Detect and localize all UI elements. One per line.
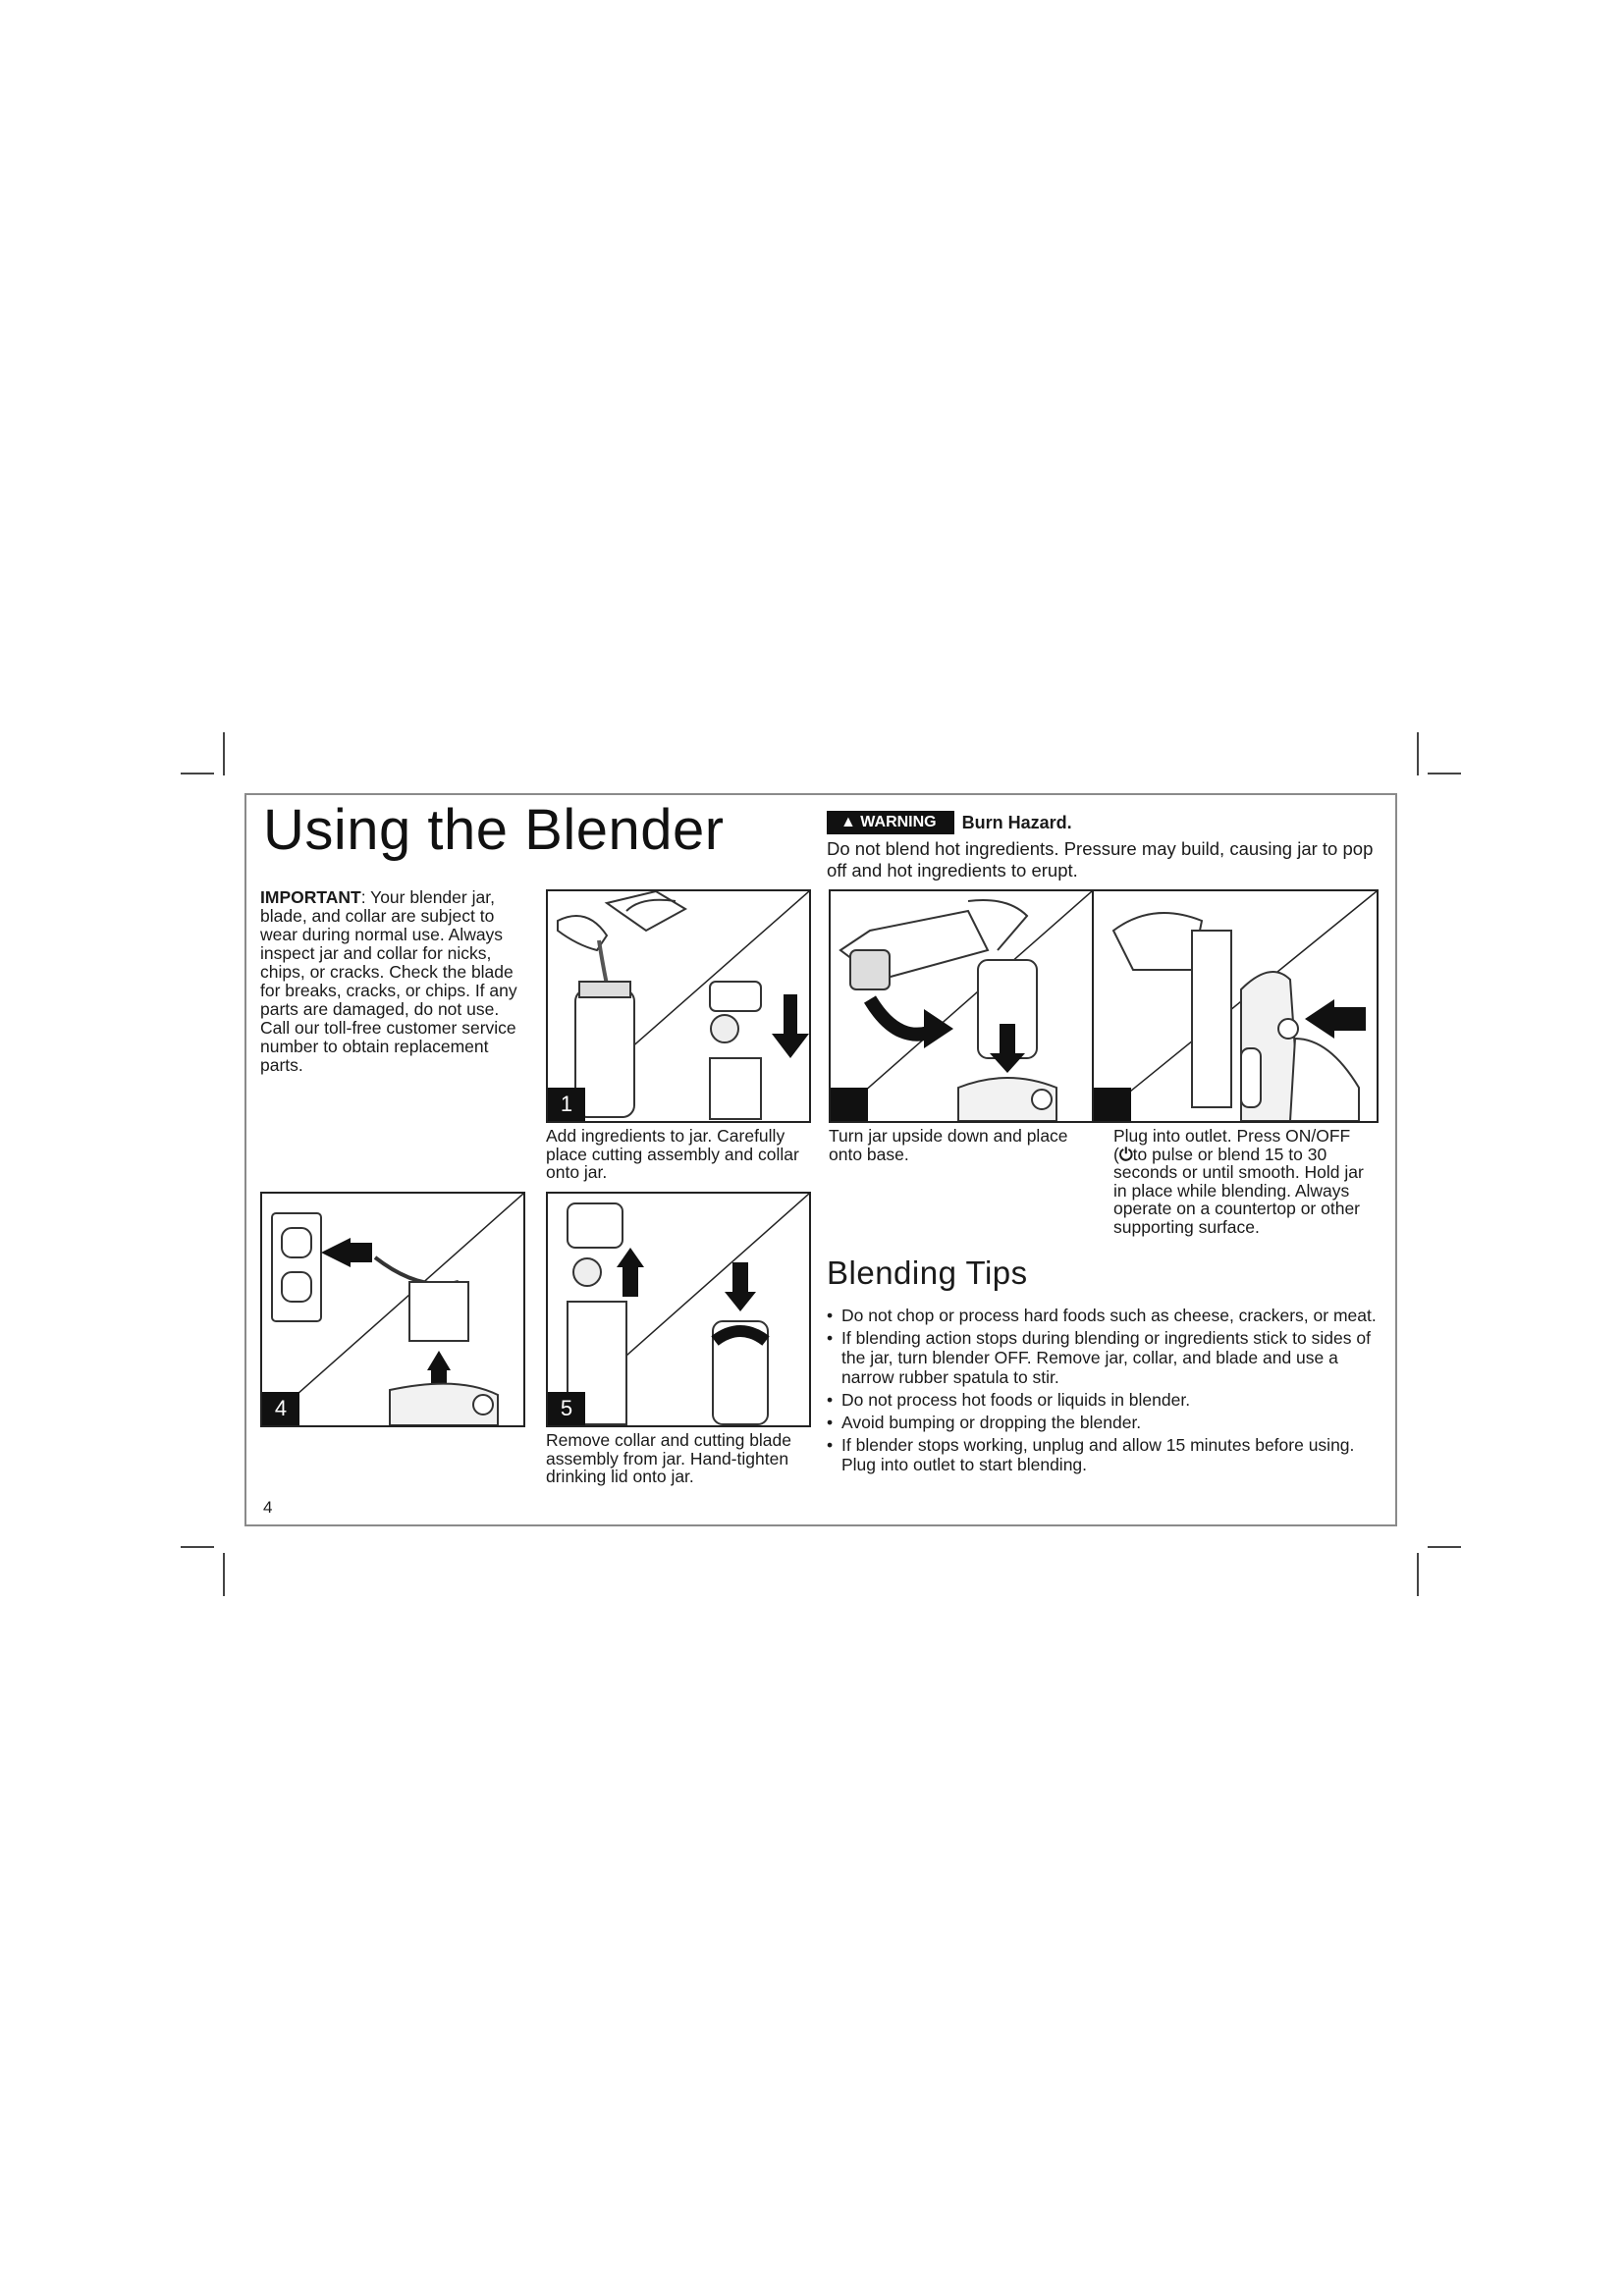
- step-3-drawing: [1094, 891, 1377, 1121]
- tip-item: • Avoid bumping or dropping the blender.: [827, 1413, 1377, 1432]
- page-number: 4: [263, 1498, 273, 1517]
- step-2-caption: Turn jar upside down and place onto base.: [829, 1126, 1068, 1164]
- warning-block: [827, 811, 1386, 881]
- step-4-drawing: [262, 1194, 523, 1425]
- warning-badge: [827, 811, 954, 834]
- tips-list: [827, 1306, 1377, 1477]
- step-3-caption-start: Plug into outlet. Press ON/OFF (: [1113, 1126, 1351, 1164]
- step-1-number: 1: [548, 1088, 585, 1121]
- tip-item: • Do not chop or process hard foods such as cheese, crackers, or meat.: [827, 1306, 1377, 1325]
- crop-mark: [1428, 1546, 1461, 1548]
- step-5-drawing: [548, 1194, 809, 1425]
- tips-title: Blending Tips: [827, 1255, 1028, 1291]
- step-5-number: 5: [548, 1392, 585, 1425]
- important-text: : Your blender jar, blade, and collar are subject to wear during normal use. Always inspect jar and collar for nicks, chips, or cracks. Check the blade for breaks, cracks, or chips. If any parts are damaged, do not use. Call our toll-free customer service number to obtain replacement parts.: [260, 887, 517, 1075]
- tip-item: • Do not process hot foods or liquids in blender.: [827, 1390, 1377, 1410]
- page-title: Using the Blender: [263, 798, 725, 862]
- step-2-illustration: [829, 889, 1094, 1123]
- warning-triangle-icon: ▲: [840, 814, 856, 830]
- crop-mark: [181, 773, 214, 774]
- crop-mark: [1417, 1553, 1419, 1596]
- step-1-drawing: [548, 891, 809, 1121]
- crop-mark: [1428, 773, 1461, 774]
- crop-mark: [223, 732, 225, 775]
- tip-item: • If blender stops working, unplug and allow 15 minutes before using. Plug into outlet to start blending.: [827, 1435, 1377, 1474]
- warning-title: Burn Hazard.: [961, 812, 1072, 832]
- step-3-caption: [1113, 1127, 1380, 1236]
- step-3-number: [1094, 1088, 1131, 1121]
- tip-item: • If blending action stops during blending or ingredients stick to sides of the jar, turn blender OFF. Remove jar, collar, and blade and use a narrow rubber spatula to stir.: [827, 1328, 1377, 1387]
- step-4-number: 4: [262, 1392, 299, 1425]
- step-2-number: [831, 1088, 868, 1121]
- step-3-illustration: [1092, 889, 1379, 1123]
- step-5-illustration: [546, 1192, 811, 1427]
- step-1-caption: Add ingredients to jar. Carefully place cutting assembly and collar onto jar.: [546, 1126, 799, 1182]
- important-notice: [260, 888, 527, 1075]
- crop-mark: [1417, 732, 1419, 775]
- power-icon: ⏻: [1118, 1144, 1133, 1164]
- warning-badge-label: WARNING: [860, 814, 937, 830]
- crop-mark: [181, 1546, 214, 1548]
- step-1-illustration: [546, 889, 811, 1123]
- warning-text: Do not blend hot ingredients. Pressure may build, causing jar to pop off and hot ingredients to erupt.: [827, 838, 1374, 881]
- step-4-illustration: [260, 1192, 525, 1427]
- crop-mark: [223, 1553, 225, 1596]
- step-3-caption-end: to pulse or blend 15 to 30 seconds or until smooth. Hold jar in place while blending. Always operate on a countertop or other supporting surface.: [1113, 1144, 1364, 1237]
- step-5-caption: Remove collar and cutting blade assembly from jar. Hand-tighten drinking lid onto jar.: [546, 1430, 792, 1486]
- important-label: IMPORTANT: [260, 887, 361, 907]
- step-2-drawing: [831, 891, 1092, 1121]
